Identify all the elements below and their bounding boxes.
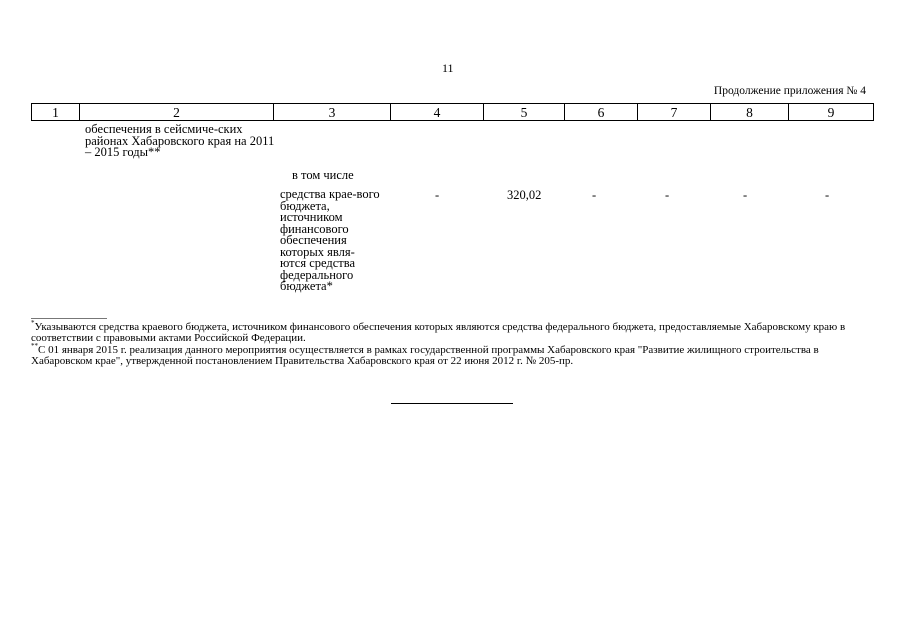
- footnote-separator: [31, 318, 107, 319]
- value-col-4: -: [435, 188, 440, 202]
- column-number-5: 5: [484, 104, 565, 121]
- value-col-8: -: [743, 188, 748, 202]
- value-col-6: -: [592, 188, 597, 202]
- value-col-5: 320,02: [507, 188, 542, 202]
- measure-description: обеспечения в сейсмиче-ских районах Хабаровского края на 2011 – 2015 годы**: [85, 122, 275, 159]
- column-number-2: 2: [80, 104, 274, 121]
- column-number-1: 1: [32, 104, 80, 121]
- value-col-9: -: [825, 188, 830, 202]
- footnote-2: [31, 342, 877, 367]
- funding-source-text: средства крае-вого бюджета, источником финансового обеспечения которых явля-ются средства федерального бюджета*: [280, 187, 380, 293]
- column-number-7: 7: [638, 104, 711, 121]
- footnote-1-mark: *: [31, 319, 35, 327]
- footnote-2-text: С 01 января 2015 г. реализация данного мероприятия осуществляется в рамках государственной программы Хабаровского края "Развитие жилищного строительства в Хабаровском крае", утвержденной постановлением Правительства Хабаровского края от 22 июня 2012 г. № 205-пр.: [31, 344, 819, 367]
- table-header-row: [32, 104, 874, 121]
- value-col-7: -: [665, 188, 670, 202]
- column-number-6: 6: [565, 104, 638, 121]
- column-number-4: 4: [391, 104, 484, 121]
- footnote-2-mark: **: [31, 342, 38, 350]
- column-number-8: 8: [711, 104, 789, 121]
- appendix-table: [31, 103, 874, 121]
- including-label: в том числе: [292, 168, 354, 182]
- end-of-page-rule: [391, 403, 513, 404]
- page-number: 11: [442, 61, 454, 75]
- footnote-1-text: Указываются средства краевого бюджета, источником финансового обеспечения которых являются средства федерального бюджета, предоставляемые Хабаровскому краю в соответствии с правовыми актами Российской Федерации.: [31, 321, 846, 344]
- footnote-1: [31, 319, 877, 344]
- appendix-continuation-label: Продолжение приложения № 4: [713, 85, 866, 97]
- column-number-3: 3: [274, 104, 391, 121]
- column-number-9: 9: [789, 104, 874, 121]
